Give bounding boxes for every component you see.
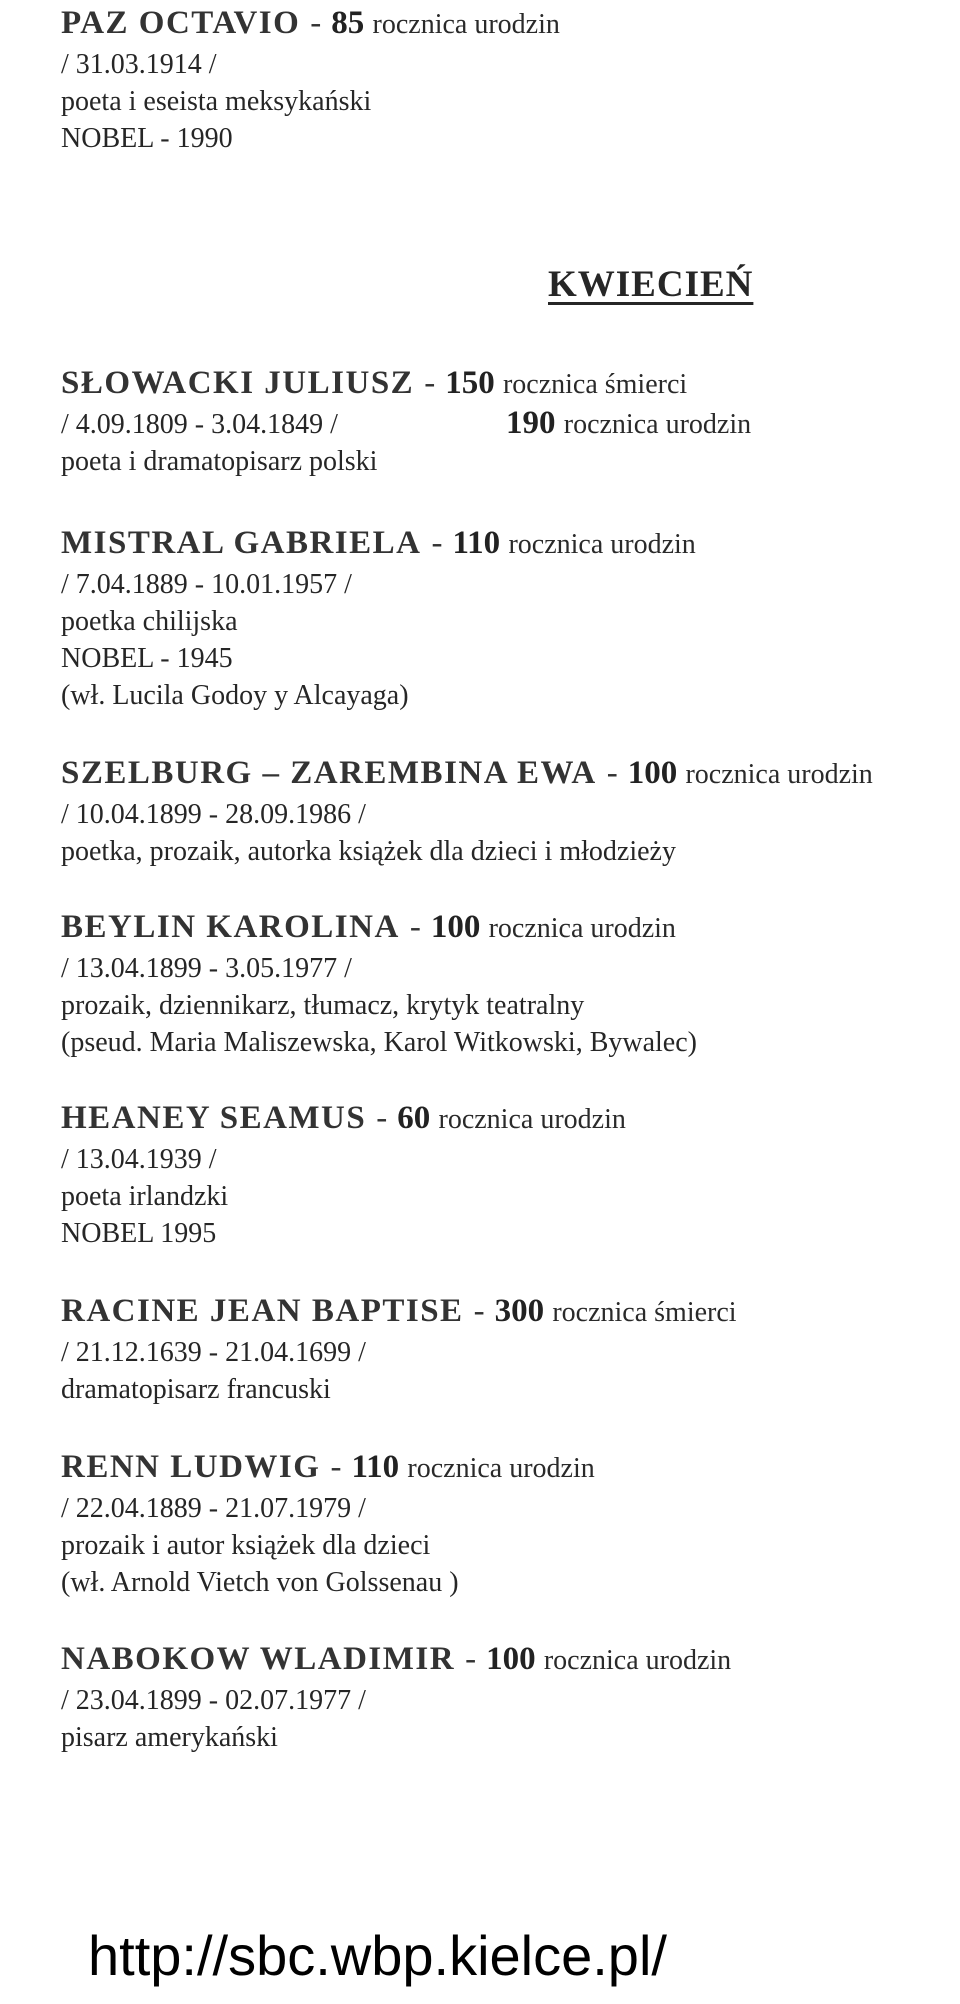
life-dates: / 13.04.1939 / (61, 1144, 217, 1175)
person-name: SŁOWACKI JULIUSZ (61, 365, 415, 401)
person-name: BEYLIN KAROLINA (61, 909, 400, 945)
entry-heading (61, 362, 960, 406)
anniversary-note: rocznica śmierci (502, 369, 688, 400)
separator-dash: - (465, 1641, 477, 1677)
life-dates: / 4.09.1809 - 3.04.1849 / (61, 409, 338, 440)
person-name: RENN LUDWIG (61, 1449, 321, 1485)
entry-heading (61, 1446, 960, 1490)
anniversary-number: 300 (494, 1293, 545, 1329)
nobel-note: NOBEL - 1945 (61, 643, 233, 674)
separator-dash: - (330, 1449, 342, 1485)
life-dates: / 22.04.1889 - 21.07.1979 / (61, 1493, 366, 1524)
anniversary-number: 150 (445, 365, 495, 401)
entry-szelburg-zarembina (61, 752, 960, 870)
person-name: MISTRAL GABRIELA (61, 525, 422, 561)
anniversary-note: rocznica urodzin (438, 1104, 626, 1135)
life-dates: / 13.04.1899 - 3.05.1977 / (61, 953, 352, 984)
entry-nabokow (61, 1638, 960, 1756)
person-name: PAZ OCTAVIO (61, 5, 301, 41)
entry-renn (61, 1446, 960, 1601)
description: dramatopisarz francuski (61, 1374, 331, 1405)
source-url: http://sbc.wbp.kielce.pl/ (88, 1924, 667, 1987)
entry-heading (61, 752, 960, 796)
entry-slowacki (61, 362, 960, 480)
anniversary-number: 60 (397, 1100, 431, 1136)
anniversary-note: rocznica śmierci (552, 1297, 737, 1328)
separator-dash: - (409, 909, 421, 945)
real-name-note: (wł. Arnold Vietch von Golssenau ) (61, 1567, 459, 1598)
person-name: SZELBURG – ZAREMBINA EWA (61, 755, 597, 791)
anniversary-note-2: rocznica urodzin (563, 409, 752, 440)
person-name: NABOKOW WLADIMIR (61, 1641, 456, 1677)
separator-dash: - (310, 5, 322, 41)
entry-heading (61, 1638, 960, 1682)
description: poeta i eseista meksykański (61, 86, 372, 117)
nobel-note: NOBEL - 1990 (61, 123, 233, 154)
anniversary-number: 85 (331, 5, 365, 41)
life-dates: / 23.04.1899 - 02.07.1977 / (61, 1685, 366, 1716)
description: prozaik i autor książek dla dzieci (61, 1530, 431, 1561)
second-anniversary (506, 402, 751, 446)
anniversary-number: 100 (486, 1641, 536, 1677)
anniversary-note: rocznica urodzin (685, 759, 873, 790)
anniversary-note: rocznica urodzin (543, 1645, 732, 1676)
description: poeta irlandzki (61, 1181, 229, 1212)
description: poetka chilijska (61, 606, 238, 637)
dates-row (61, 406, 960, 443)
entry-racine (61, 1290, 960, 1408)
entry-heading (61, 2, 960, 46)
real-name-note: (wł. Lucila Godoy y Alcayaga) (61, 680, 409, 711)
pseudonym-note: (pseud. Maria Maliszewska, Karol Witkowski, Bywalec) (61, 1027, 697, 1058)
anniversary-note: rocznica urodzin (488, 913, 676, 944)
entry-heaney (61, 1097, 960, 1252)
life-dates: / 31.03.1914 / (61, 49, 217, 80)
entry-heading (61, 1290, 960, 1334)
anniversary-number: 110 (351, 1449, 400, 1485)
nobel-note: NOBEL 1995 (61, 1218, 217, 1249)
person-name: RACINE JEAN BAPTISE (61, 1293, 464, 1329)
description: poetka, prozaik, autorka książek dla dzieci i młodzieży (61, 836, 676, 867)
description: poeta i dramatopisarz polski (61, 446, 378, 477)
anniversary-number-2: 190 (506, 405, 556, 441)
separator-dash: - (431, 525, 443, 561)
anniversary-note: rocznica urodzin (407, 1453, 595, 1484)
person-name: HEANEY SEAMUS (61, 1100, 367, 1136)
entry-mistral (61, 522, 960, 714)
entry-heading (61, 1097, 960, 1141)
anniversary-number: 110 (452, 525, 501, 561)
anniversary-note: rocznica urodzin (508, 529, 696, 560)
entry-heading (61, 522, 960, 566)
separator-dash: - (606, 755, 618, 791)
entry-paz-octavio (61, 2, 960, 157)
separator-dash: - (424, 365, 436, 401)
month-heading: KWIECIEŃ (548, 264, 754, 305)
entry-beylin (61, 906, 960, 1061)
entry-heading (61, 906, 960, 950)
life-dates: / 7.04.1889 - 10.01.1957 / (61, 569, 352, 600)
separator-dash: - (473, 1293, 485, 1329)
life-dates: / 21.12.1639 - 21.04.1699 / (61, 1337, 366, 1368)
anniversary-number: 100 (430, 909, 481, 945)
separator-dash: - (376, 1100, 388, 1136)
anniversary-note: rocznica urodzin (372, 9, 560, 40)
life-dates: / 10.04.1899 - 28.09.1986 / (61, 799, 366, 830)
anniversary-number: 100 (627, 755, 678, 791)
description: pisarz amerykański (61, 1722, 278, 1753)
description: prozaik, dziennikarz, tłumacz, krytyk teatralny (61, 990, 585, 1021)
